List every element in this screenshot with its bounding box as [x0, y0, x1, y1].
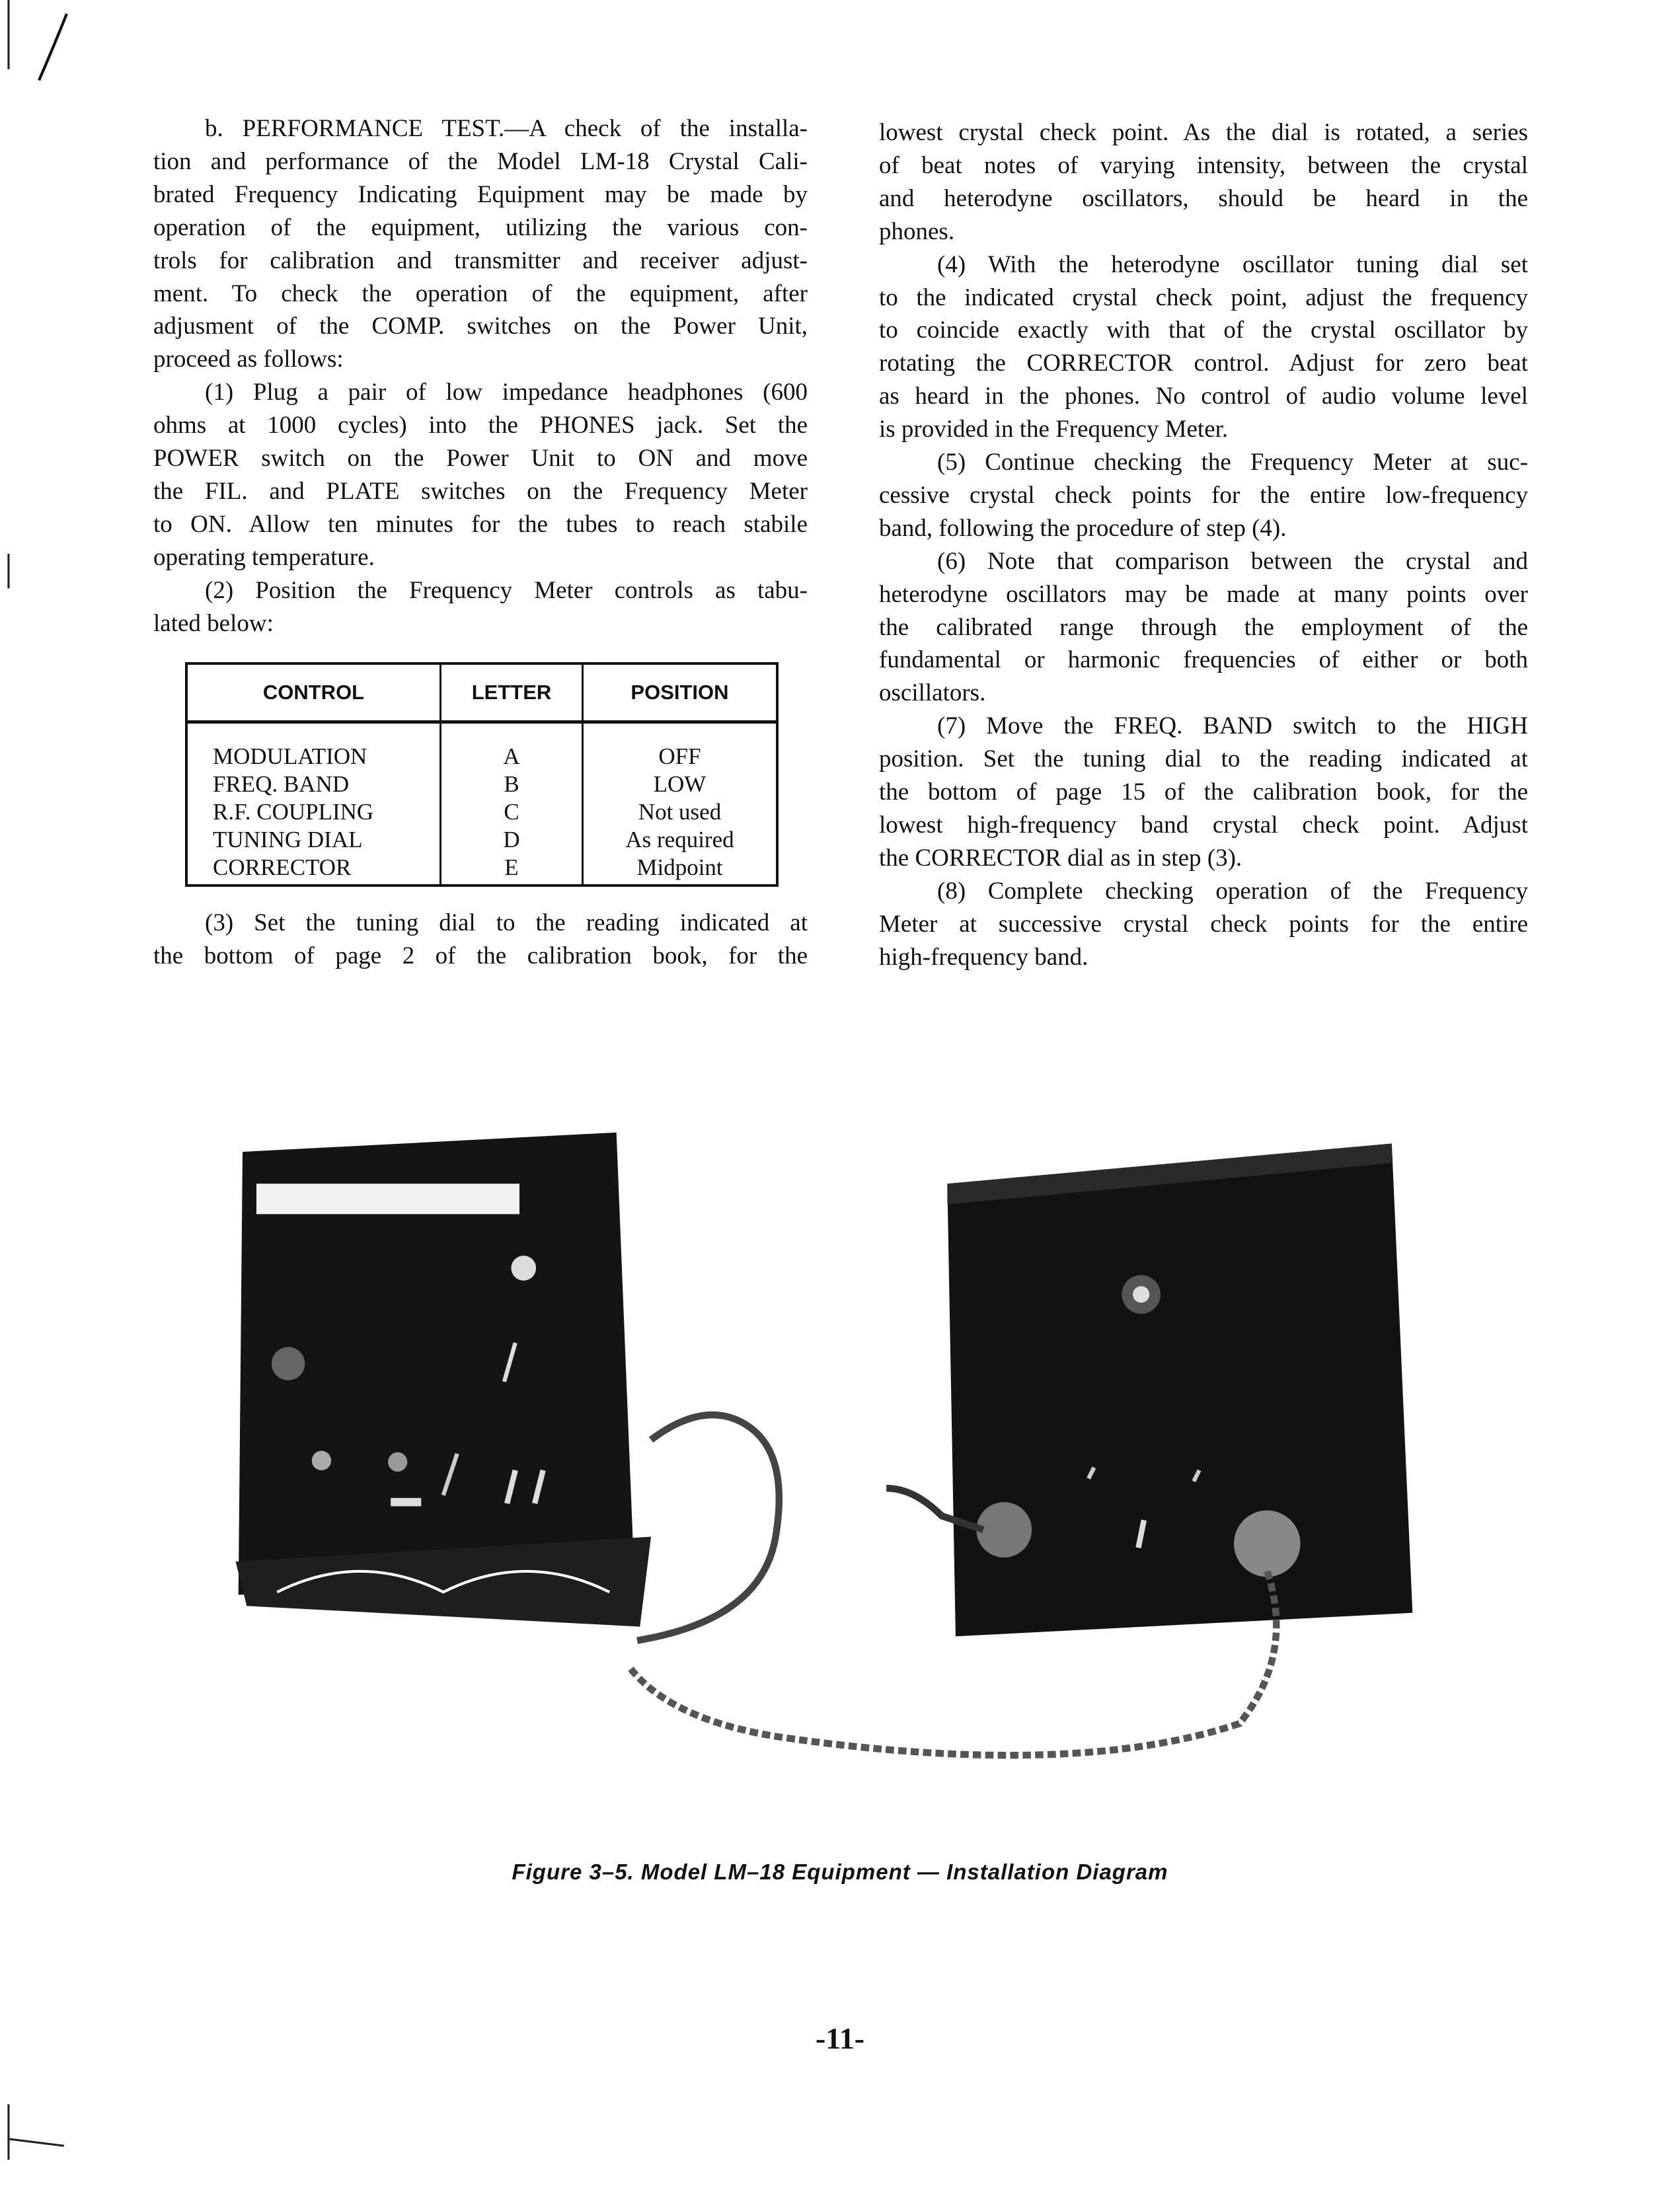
table-cell: R.F. COUPLING	[213, 799, 374, 825]
cable	[637, 1415, 779, 1640]
text-line: to the indicated crystal check point, adjust the frequency	[879, 283, 1528, 311]
table-cell: OFF	[658, 743, 701, 769]
text-line: adjusment of the COMP. switches on the Power Unit,	[153, 313, 808, 340]
text-line: position. Set the tuning dial to the reading indicated at	[879, 745, 1528, 773]
text-line: lated below:	[153, 609, 274, 637]
control-settings-table	[185, 662, 779, 887]
text-line: and heterodyne oscillators, should be heard in the	[879, 184, 1528, 212]
text-line: (8) Complete checking operation of the Frequency	[937, 877, 1528, 905]
text-line: cessive crystal check points for the entire low-frequency	[879, 481, 1528, 509]
text-line: operating temperature.	[153, 543, 375, 571]
text-line: proceed as follows:	[153, 346, 344, 373]
cable	[886, 1488, 983, 1530]
text-line: the bottom of page 15 of the calibration book, for the	[879, 778, 1528, 806]
text-line: (4) With the heterodyne oscillator tuning dial set	[937, 250, 1528, 278]
header-control: CONTROL	[262, 681, 365, 704]
text-line: oscillators.	[879, 679, 986, 707]
table-cell: LOW	[653, 771, 706, 797]
text-line: high-frequency band.	[879, 943, 1088, 971]
text-line: as heard in the phones. No control of audio volume level	[879, 383, 1528, 410]
text-line: (7) Move the FREQ. BAND switch to the HIGH	[937, 712, 1528, 740]
text-line: heterodyne oscillators may be made at many points over	[879, 580, 1528, 608]
text-line: tion and performance of the Model LM-18 Crystal Cali-	[153, 147, 808, 175]
text-line: to ON. Allow ten minutes for the tubes to reach stabile	[153, 510, 808, 538]
text-line: of beat notes of varying intensity, between the crystal	[879, 151, 1528, 179]
text-line: fundamental or harmonic frequencies of either or both	[879, 646, 1528, 674]
text-line: POWER switch on the Power Unit to ON and move	[153, 445, 808, 472]
text-line: operation of the equipment, utilizing the various con-	[153, 213, 808, 241]
text-line: phones.	[879, 217, 955, 245]
table-cell: CORRECTOR	[213, 854, 352, 880]
table-cell: A	[503, 743, 520, 769]
table-cell: MODULATION	[213, 743, 367, 769]
text-line: the CORRECTOR dial as in step (3).	[879, 844, 1242, 872]
text-line: ohms at 1000 cycles) into the PHONES jack. Set the	[153, 412, 808, 439]
cable	[630, 1571, 1277, 1755]
table-cell: As required	[625, 827, 734, 852]
header-position: POSITION	[630, 681, 729, 704]
header-letter: LETTER	[471, 681, 552, 704]
table-cell: D	[503, 827, 520, 852]
text-line: is provided in the Frequency Meter.	[879, 416, 1229, 443]
text-line: to coincide exactly with that of the crystal oscillator by	[879, 317, 1528, 344]
text-line: rotating the CORRECTOR control. Adjust for zero beat	[879, 350, 1528, 377]
table-cell: Midpoint	[636, 854, 723, 880]
text-line: lowest high-frequency band crystal check point. Adjust	[879, 811, 1528, 839]
table-cell: C	[504, 799, 519, 825]
text-line: (1) Plug a pair of low impedance headphones (600	[205, 379, 808, 406]
text-line: (3) Set the tuning dial to the reading indicated at	[205, 909, 808, 936]
table-cell: TUNING DIAL	[213, 827, 363, 852]
figure-caption: Figure 3–5. Model LM–18 Equipment — Installation Diagram	[512, 1860, 1168, 1884]
table-cell: B	[504, 771, 519, 797]
text-line: (2) Position the Frequency Meter controls as tabu-	[205, 576, 808, 604]
text-line: ment. To check the operation of the equipment, after	[153, 280, 808, 307]
frequency-meter-unit	[236, 1133, 651, 1627]
table-cell: FREQ. BAND	[213, 771, 350, 797]
text-line: lowest crystal check point. As the dial is rotated, a series	[879, 119, 1528, 146]
table-cell: E	[504, 854, 519, 880]
text-line: the calibrated range through the employment of the	[879, 613, 1528, 641]
page-number: -11-	[815, 2021, 865, 2055]
text-line: the bottom of page 2 of the calibration book, for the	[153, 942, 808, 969]
table-cell: Not used	[638, 799, 722, 825]
check-mark	[39, 14, 67, 81]
power-unit	[947, 1143, 1412, 1636]
text-line: brated Frequency Indicating Equipment may be made by	[153, 180, 808, 208]
text-line: Meter at successive crystal check points for the entire	[879, 910, 1528, 938]
text-line: the FIL. and PLATE switches on the Frequency Meter	[153, 477, 808, 505]
text-line: (6) Note that comparison between the crystal and	[937, 547, 1528, 575]
text-line: (5) Continue checking the Frequency Meter at suc-	[937, 449, 1528, 476]
text-line: trols for calibration and transmitter and receiver adjust-	[153, 246, 808, 274]
text-line: band, following the procedure of step (4).	[879, 514, 1287, 542]
text-line: b. PERFORMANCE TEST.—A check of the installa-	[205, 115, 808, 142]
